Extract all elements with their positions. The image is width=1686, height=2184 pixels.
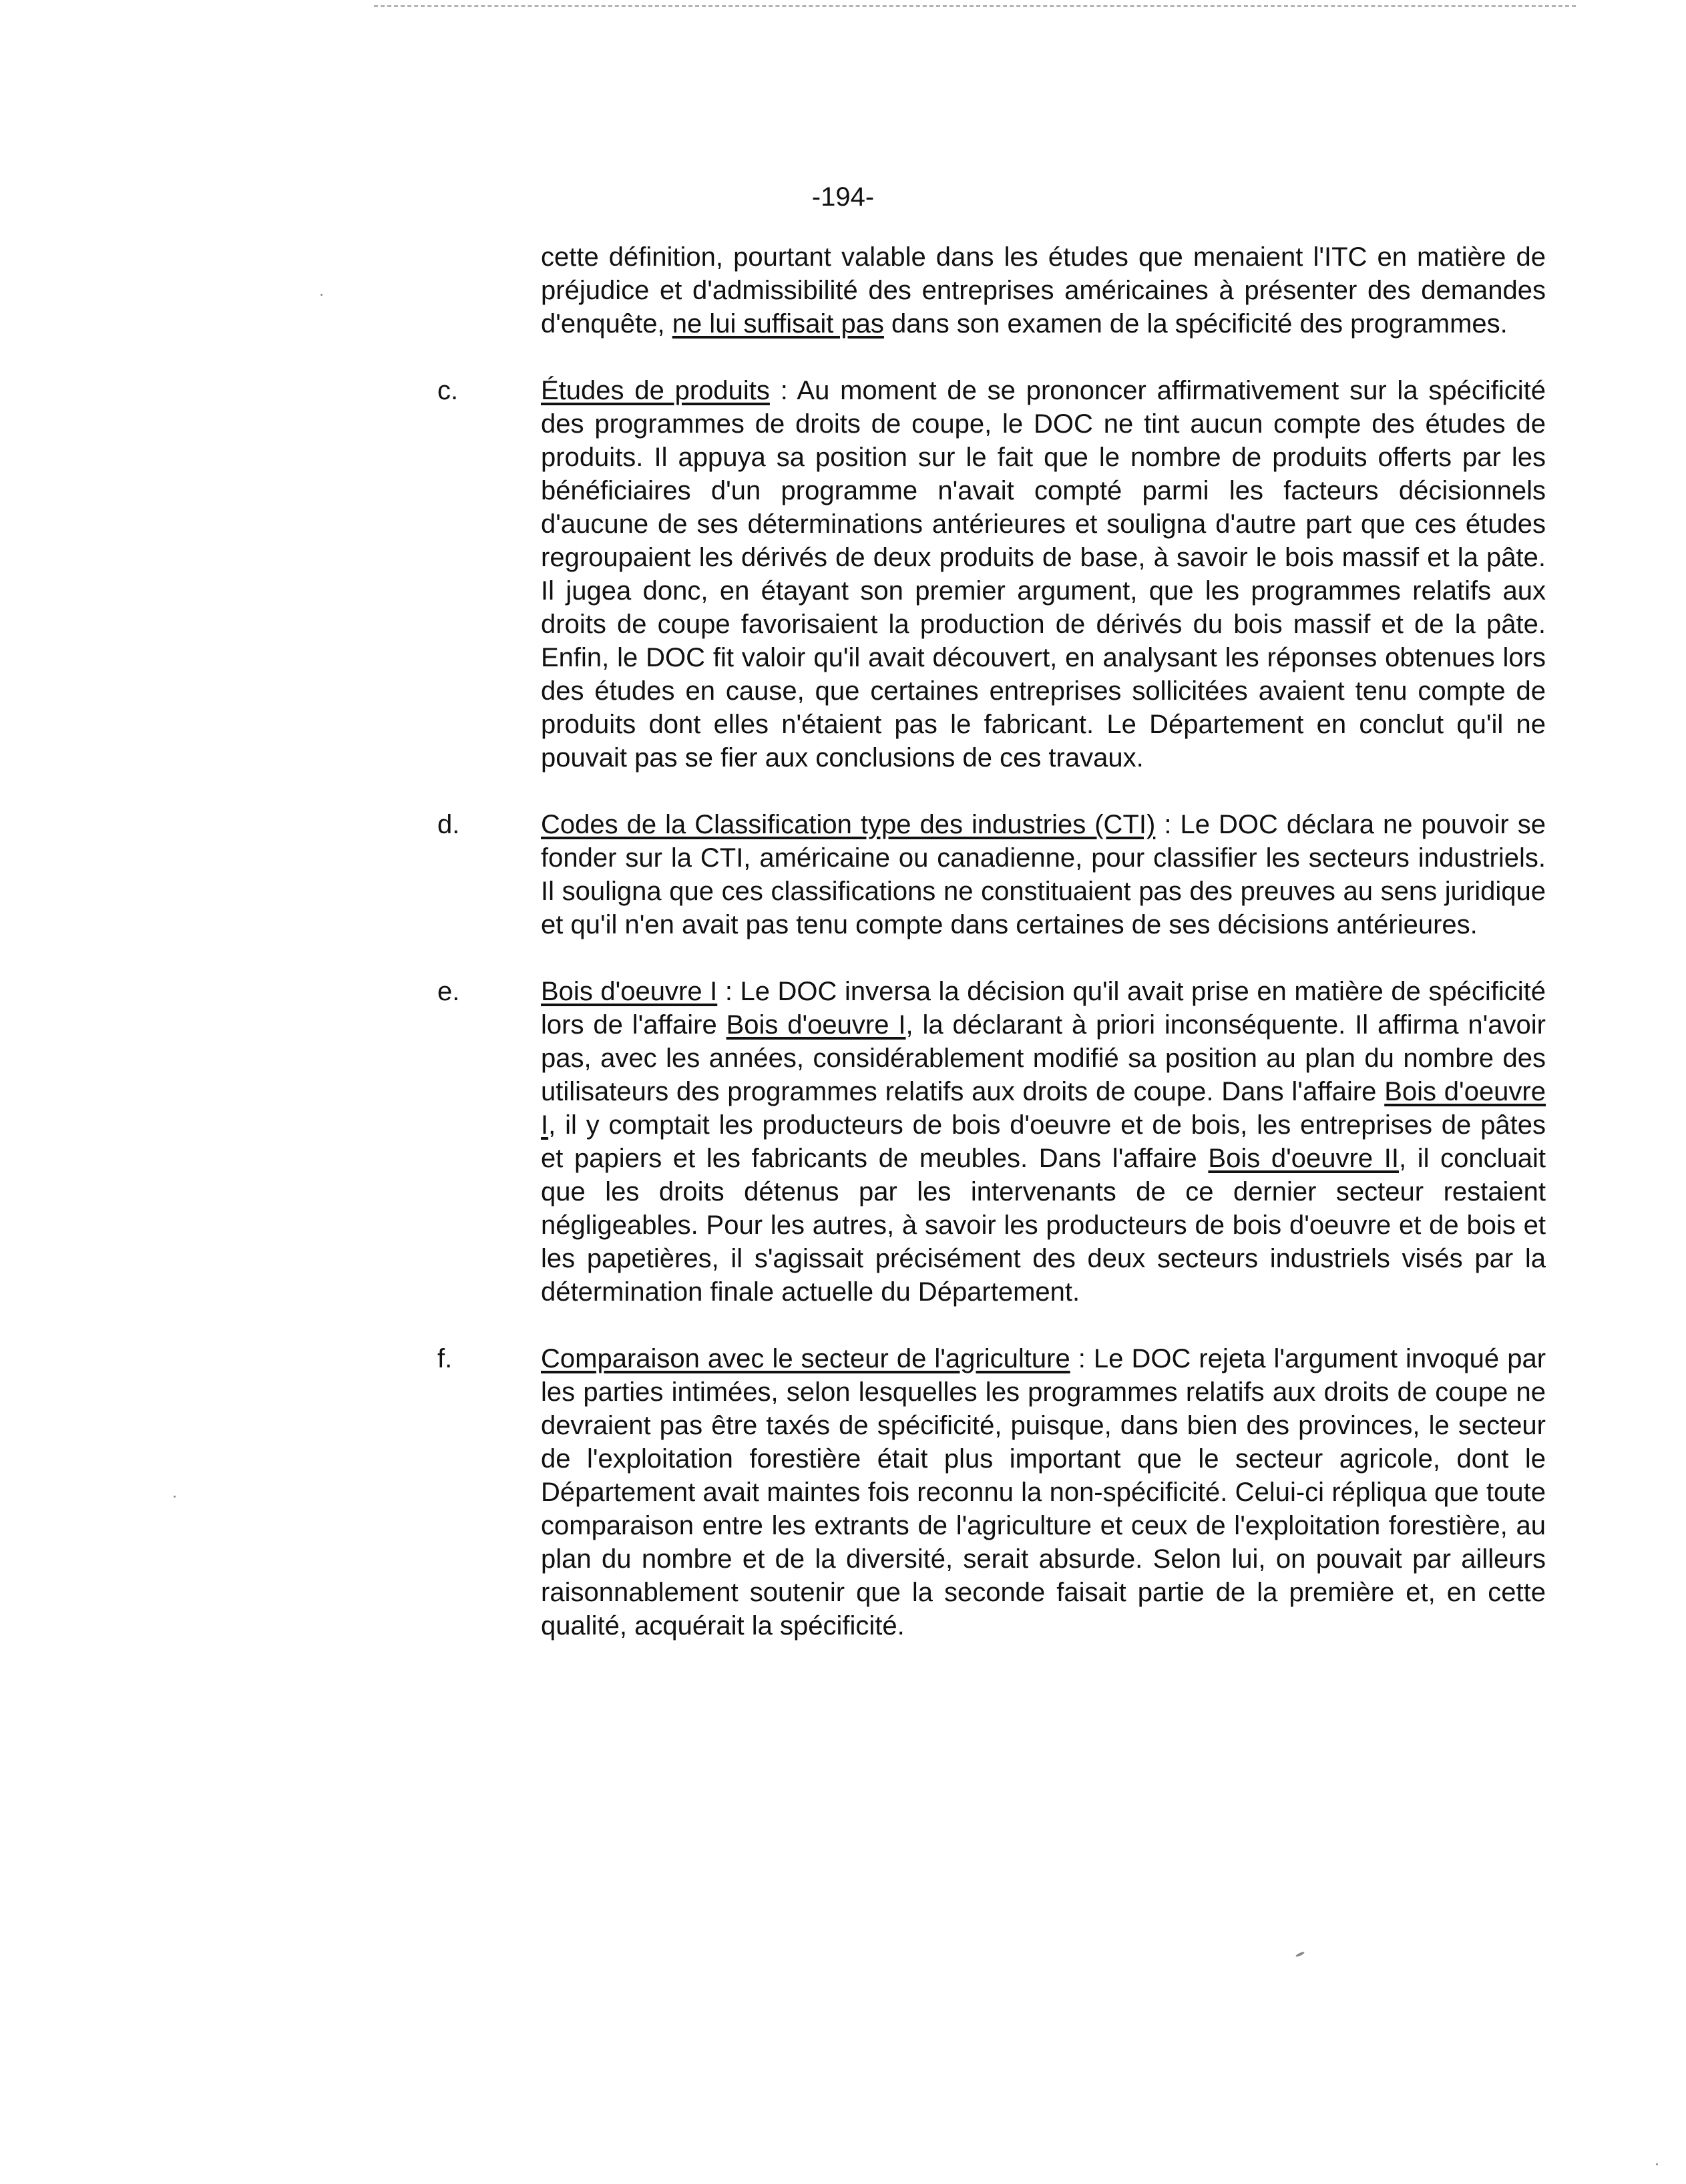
item-letter: d.	[437, 810, 460, 839]
item-e	[437, 975, 1546, 1309]
item-c	[437, 374, 1546, 775]
item-paragraph	[541, 1342, 1546, 1643]
item-text: : Le DOC inversa la décision qu'il avait prise en matière de spécificité lors de l'affaire	[541, 977, 1546, 1040]
item-text: , il concluait que les droits détenus par les intervenants de ce dernier secteur restaient négligeables. Pour les autres, à savoir les producteurs de bois d'oeuvre et de bois et les papetières, il s'agissait précisément des deux secteurs industriels visés par la détermination finale actuelle du Département.	[541, 1144, 1546, 1307]
item-heading: Études de produits	[541, 376, 770, 405]
scan-speck	[1295, 1951, 1305, 1958]
item-letter: f.	[437, 1344, 453, 1373]
case-reference: Bois d'oeuvre I	[726, 1010, 906, 1040]
item-heading: Comparaison avec le secteur de l'agriculture	[541, 1344, 1070, 1373]
case-reference: Bois d'oeuvre II	[1208, 1144, 1399, 1173]
case-reference: Bois d'oeuvre I	[541, 1077, 1546, 1140]
item-f	[437, 1342, 1546, 1643]
scan-speck	[1656, 2163, 1658, 2165]
item-text: , la déclarant à priori inconséquente. Il affirma n'avoir pas, avec les années, considérablement modifié sa position au plan du nombre des utilisateurs des programmes relatifs aux droits de coupe. Dans l'affaire	[541, 1010, 1546, 1106]
item-paragraph	[541, 975, 1546, 1309]
document-body	[437, 240, 1546, 1643]
item-text: : Le DOC déclara ne pouvoir se fonder sur la CTI, américaine ou canadienne, pour classifier les secteurs industriels. Il souligna que ces classifications ne constituaient pas des preuves au sens juridique et qu'il n'en avait pas tenu compte dans certaines de ses décisions antérieures.	[541, 810, 1546, 939]
item-letter: e.	[437, 977, 460, 1006]
item-paragraph	[541, 374, 1546, 775]
item-letter: c.	[437, 376, 459, 405]
scan-speck	[321, 294, 323, 296]
page-number: -194-	[811, 182, 875, 212]
item-text: : Le DOC rejeta l'argument invoqué par les parties intimées, selon lesquelles les programmes relatifs aux droits de coupe ne devraient pas être taxés de spécificité, puisque, dans bien des provinces, le secteur de l'exploitation forestière était plus important que le secteur agricole, dont le Département avait maintes fois reconnu la non-spécificité. Celui-ci répliqua que toute comparaison entre les extrants de l'agriculture et ceux de l'exploitation forestière, au plan du nombre et de la diversité, serait absurde. Selon lui, on pouvait par ailleurs raisonnablement soutenir que la seconde faisait partie de la première et, en cette qualité, acquérait la spécificité.	[541, 1344, 1546, 1641]
intro-text-1: cette définition, pourtant valable dans les études que menaient l'ITC en matière de préjudice et d'admissibilité des entreprises américaines à présenter des demandes d'enquête,	[541, 242, 1546, 339]
scan-top-edge	[374, 5, 1576, 7]
item-paragraph	[541, 808, 1546, 941]
intro-paragraph	[541, 240, 1546, 341]
intro-text-2: dans son examen de la spécificité des programmes.	[883, 309, 1508, 339]
scan-speck	[174, 1496, 176, 1498]
item-text: , il y comptait les producteurs de bois d'oeuvre et de bois, les entreprises de pâtes et papiers et les fabricants de meubles. Dans l'affaire	[541, 1110, 1546, 1173]
item-d	[437, 808, 1546, 941]
item-text: : Au moment de se prononcer affirmativement sur la spécificité des programmes de droits de coupe, le DOC ne tint aucun compte des études de produits. Il appuya sa position sur le fait que le nombre de produits offerts par les bénéficiaires d'un programme n'avait compté parmi les facteurs décisionnels d'aucune de ses déterminations antérieures et souligna d'autre part que ces études regroupaient les dérivés de deux produits de base, à savoir le bois massif et la pâte. Il jugea donc, en étayant son premier argument, que les programmes relatifs aux droits de coupe favorisaient la production de dérivés du bois massif et de la pâte. Enfin, le DOC fit valoir qu'il avait découvert, en analysant les réponses obtenues lors des études en cause, que certaines entreprises sollicitées avaient tenu compte de produits dont elles n'étaient pas le fabricant. Le Département en conclut qu'il ne pouvait pas se fier aux conclusions de ces travaux.	[541, 376, 1546, 773]
item-heading: Codes de la Classification type des industries (CTI)	[541, 810, 1156, 839]
item-heading: Bois d'oeuvre I	[541, 977, 718, 1006]
intro-underlined-phrase: ne lui suffisait pas	[672, 309, 884, 339]
